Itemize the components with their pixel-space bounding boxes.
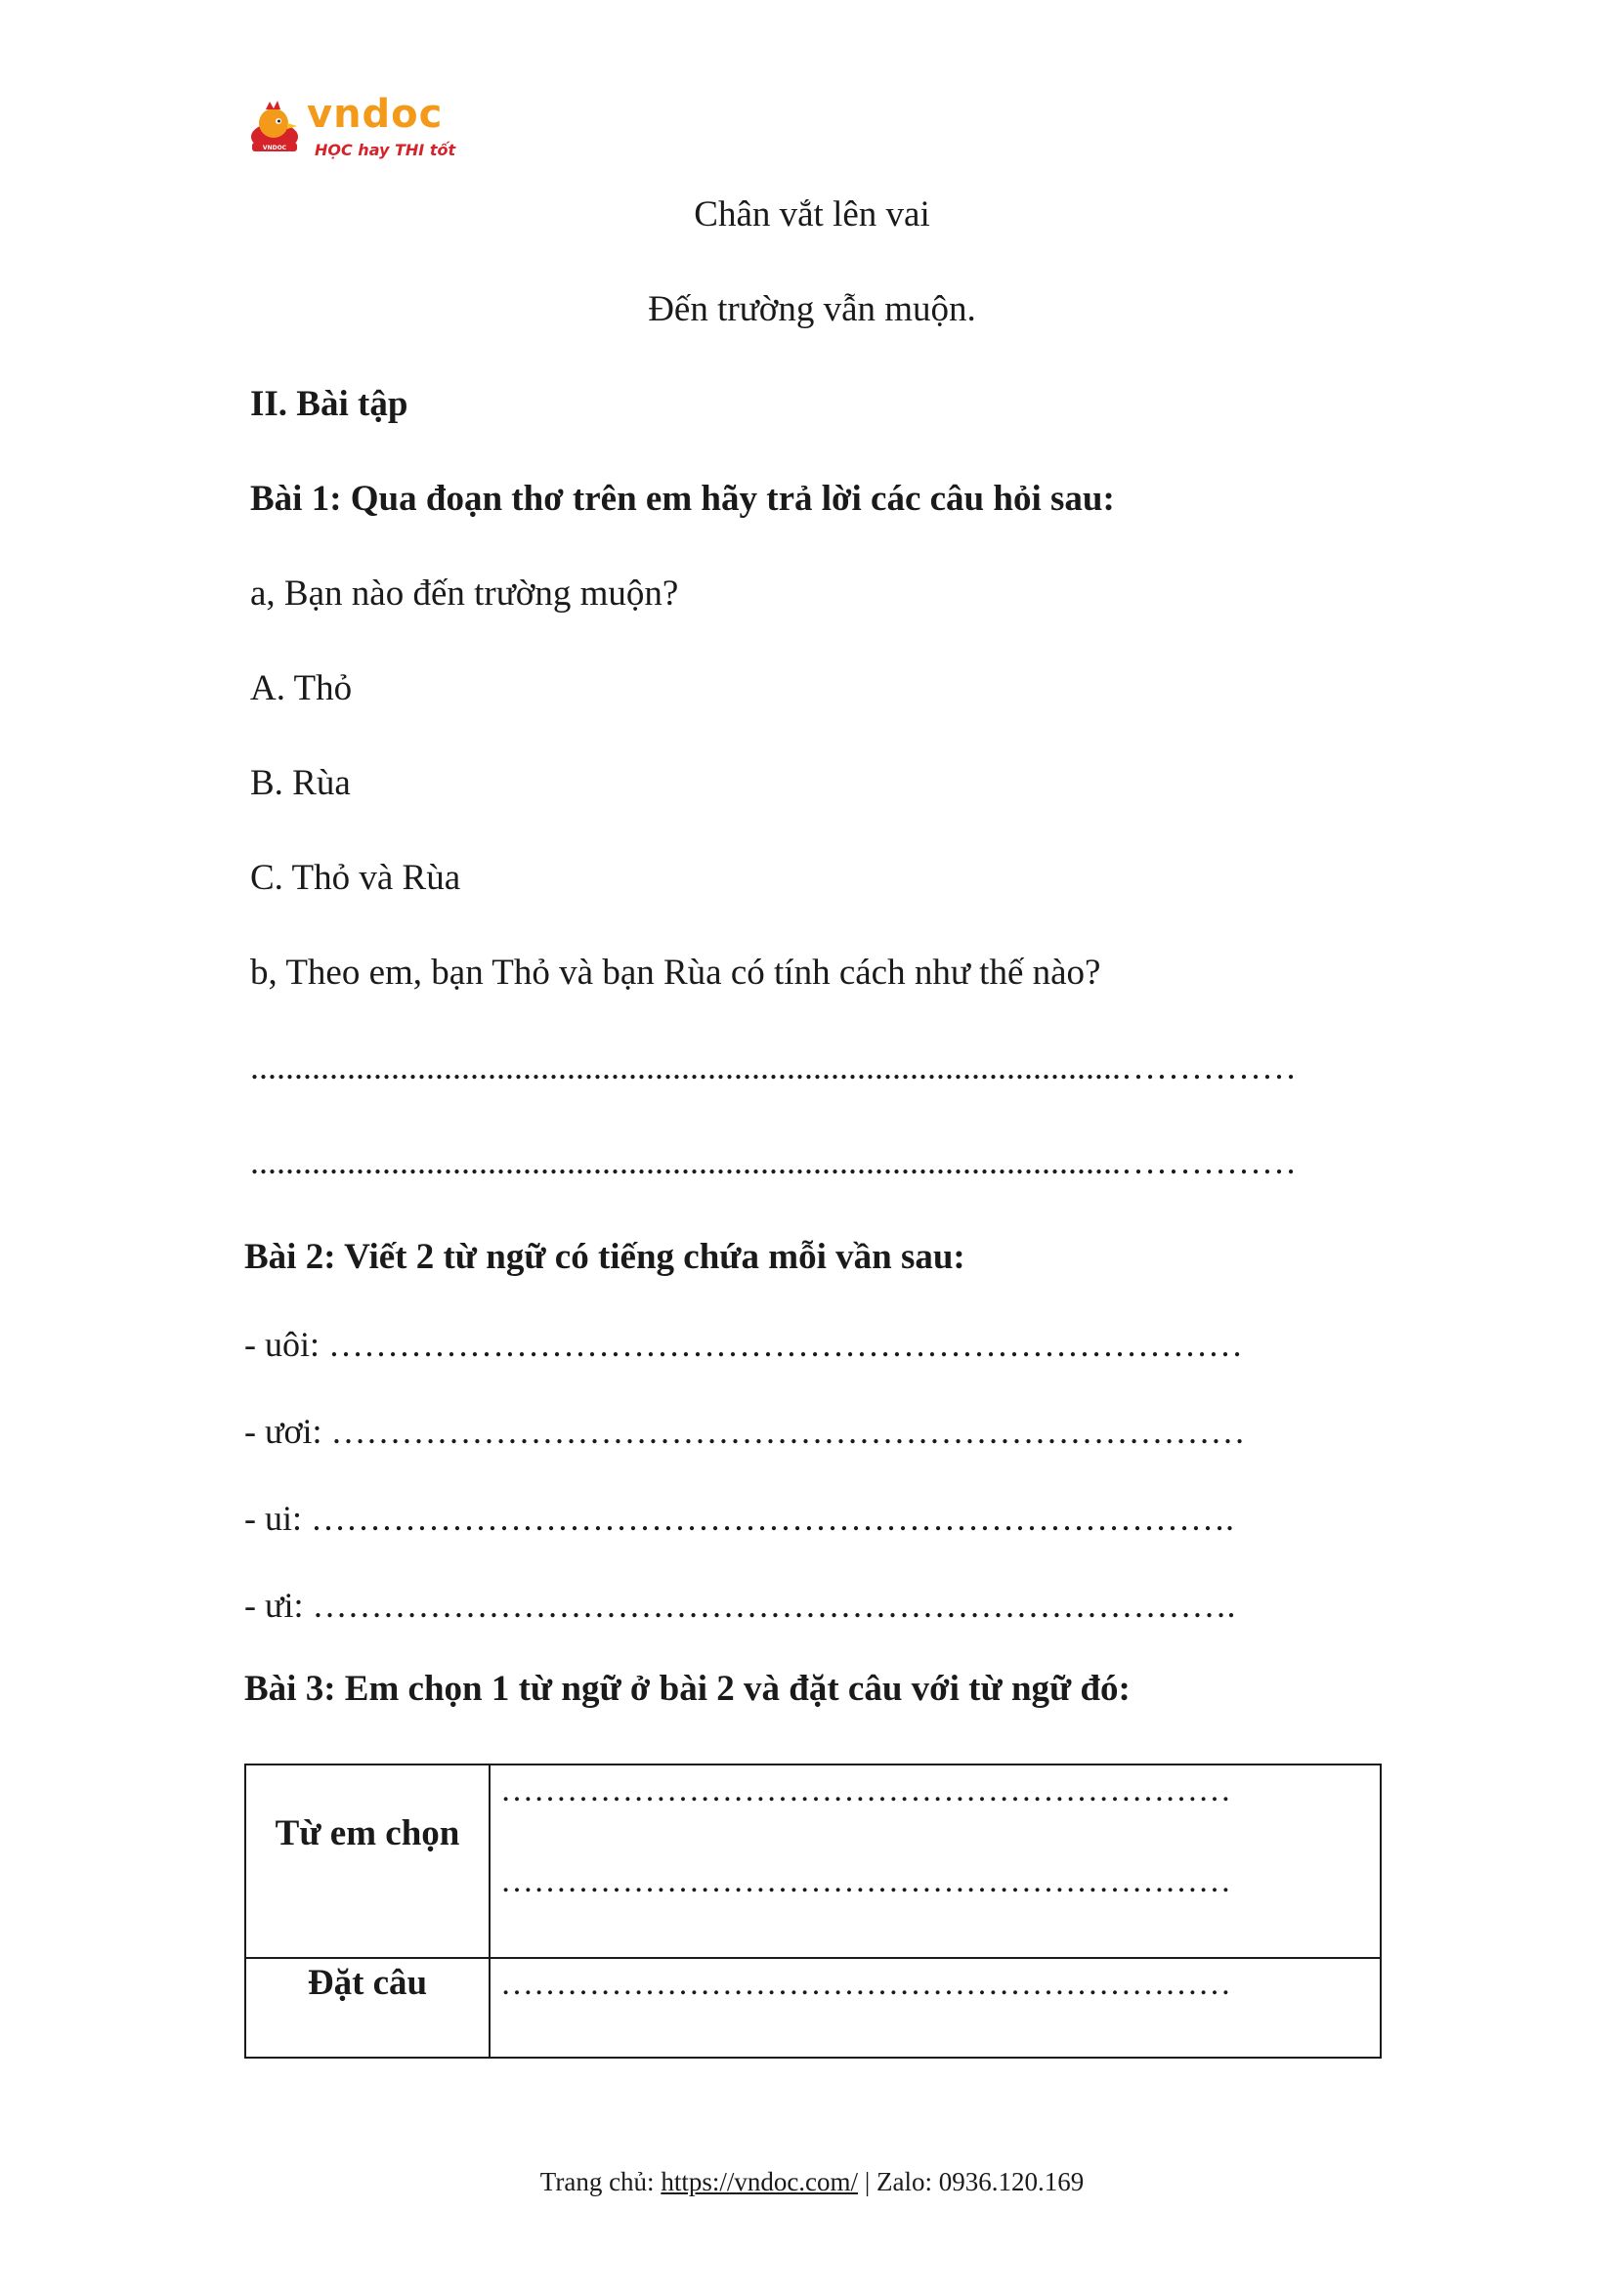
bai1-option-b: B. Rùa — [250, 763, 351, 803]
bai2-item-uoi2: - ươi: …………………………………………………………………… — [244, 1412, 1246, 1451]
row1-label-cell — [245, 1765, 490, 1958]
logo-slogan: HỌC hay THI tốt — [315, 141, 456, 159]
row1-answer-cell[interactable] — [490, 1765, 1381, 1958]
bai1-question-a: a, Bạn nào đến trường muộn? — [250, 574, 679, 614]
bai2-item-ui2: - ưi: ……………………………………………………………………. — [244, 1586, 1236, 1625]
bai2-item-uoi: - uôi: …………………………………………………………………… — [244, 1325, 1243, 1364]
row1-answer-line-2: ………………………………………………………… — [500, 1863, 1231, 1899]
section-title: II. Bài tập — [250, 384, 408, 424]
bai2-item-ui: - ui: ……………………………………………………………………. — [244, 1499, 1234, 1538]
logo-brand-text: vndoc — [307, 92, 444, 137]
row2-label: Đặt câu — [307, 1963, 428, 2003]
bai1-option-a: A. Thỏ — [250, 668, 353, 708]
row2-answer-cell[interactable] — [490, 1958, 1381, 2058]
bai1-question-b: b, Theo em, bạn Thỏ và bạn Rùa có tính cách như thế nào? — [250, 953, 1101, 993]
bai1-answer-line-1: ...................................................................................................…………… — [250, 1047, 1297, 1086]
footer-suffix: | Zalo: 0936.120.169 — [858, 2167, 1085, 2196]
row1-label: Từ em chọn — [275, 1813, 460, 1853]
rooster-mascot-icon — [244, 98, 305, 158]
poem-line-2: Đến trường vẫn muộn. — [648, 289, 976, 329]
row2-label-cell — [245, 1958, 490, 2058]
footer-website-link[interactable]: https://vndoc.com/ — [661, 2167, 859, 2196]
row2-answer-line-1: ………………………………………………………… — [500, 1966, 1231, 2002]
bai2-title: Bài 2: Viết 2 từ ngữ có tiếng chứa mỗi vần sau: — [244, 1237, 965, 1277]
bai3-title: Bài 3: Em chọn 1 từ ngữ ở bài 2 và đặt câu với từ ngữ đó: — [244, 1669, 1131, 1709]
footer-prefix: Trang chủ: — [539, 2167, 662, 2196]
poem-line-1: Chân vắt lên vai — [694, 194, 930, 234]
row1-answer-line-1: ………………………………………………………… — [500, 1772, 1231, 1808]
table-row — [245, 1765, 1381, 1958]
table-row — [245, 1958, 1381, 2058]
bai1-title: Bài 1: Qua đoạn thơ trên em hãy trả lời các câu hỏi sau: — [250, 479, 1115, 519]
vndoc-logo — [244, 92, 459, 164]
bai1-answer-line-2: ...................................................................................................…………… — [250, 1142, 1297, 1181]
svg-text:VNDOC: VNDOC — [262, 145, 287, 151]
bai3-answer-table — [244, 1764, 1382, 2059]
page-footer — [0, 2167, 1624, 2197]
bai1-option-c: C. Thỏ và Rùa — [250, 858, 461, 898]
